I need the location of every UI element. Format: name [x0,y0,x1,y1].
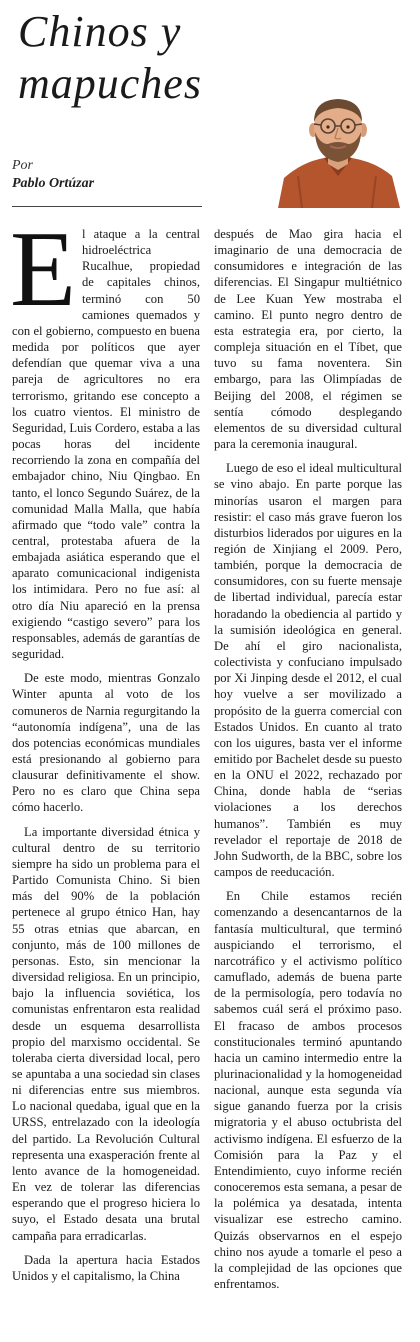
article-title [18,6,202,110]
paragraph-text: l ataque a la central hidroeléctrica Rucalhue, propiedad de capitales chinos, terminó con 50 camiones quemados y con el gobierno, compuesto en buena medida por políticos que ayer defendían que quemar viva a una pareja de agricultores no era terrorismo, gritando ese concepto a los cuatro vientos. El ministro de Seguridad, Luis Cordero, estaba a las pocas horas del incidente recorriendo la zona en compañía del embajador chino, Niu Qingbao. En tanto, el lonco Segundo Suárez, de la comunidad Malla Malla, que había afirmado que “todo vale” contra la central, protestaba afuera de la embajada asiática esperando que el aparato comunicacional indigenista los intimidara. Pero no fue así: al otro día Niu apareció en la prensa exigiendo “castigo severo” para los responsables, además de garantías de seguridad. [12,227,200,662]
author-name: Pablo Ortúzar [12,176,95,191]
paragraph: Dada la apertura hacia Estados Unidos y el capitalismo, la China [12,1252,200,1283]
article-column-1 [10,210,200,1284]
drop-cap: E [10,210,76,329]
author-portrait [268,96,408,208]
paragraph: La importante diversidad étnica y cultural dentro de su territorio siempre ha sido un problema para el Partido Comunista Chino. Si bien más del 90% de la población pertenece al grupo étnico Han, hay 55 otras etnias que abarcan, en conjunto, más de 100 millones de personas. Esto, sin mencionar la diversidad religiosa. En un principio, bajo la influencia soviética, los comunistas enfrentaron esta realidad desde un esquema desarrollista propio del marxismo occidental. Se toleraba cierta diversidad local, pero se apuntaba a una sociedad sin clases ni diferencias entre sus miembros. Lo nacional quedaba, igual que en la URSS, entrelazado con la ideología del partido. La Revolución Cultural representa una exasperación frente al lento avance de la homogeneidad. En vez de tolerar las diferencias esperando que el progreso hiciera lo suyo, el Estado desata una brutal campaña para erradicarlas. [12,824,200,1243]
title-line-2: mapuches [18,59,202,108]
title-line-1: Chinos y [18,7,182,56]
paragraph: En Chile estamos recién comenzando a desencantarnos de la fantasía multicultural, que terminó auspiciando el terrorismo, el narcotráfico y el activismo político camuflado, además de buena parte de la permisología, pero todavía no sabemos cuál será el próximo paso. El fracaso de ambos procesos constitucionales terminó apuntando hacia un camino intermedio entre la plurinacionalidad y la homogeneidad nacional, aunque esta segunda vía sigue ganando fuerza por la crisis migratoria y el abuso octubrista del activismo indígena. El esfuerzo de la Comisión para la Paz y el Entendimiento, cuyo informe recién conoceremos esta semana, a pesar de la polémica ya desatada, intenta visualizar ese estrecho camino. Quizás observarnos en el espejo chino nos ayude a tomarle el peso a la complejidad de las opciones que enfrentamos. [214,889,402,1291]
paragraph: después de Mao gira hacia el imaginario de una democracia de consumidores e integración de las diferencias. El Singapur multiétnico de Lee Kuan Yew mostraba el camino. El punto negro dentro de esta estrategia era, por cierto, la compleja situación en el Tíbet, que tuvo su fama noventera. Sin embargo, para las Olimpíadas de Beijing del 2008, el régimen se sentía cómodo desplegando elementos de su diversidad cultural para la ceremonia inaugural. [214,227,402,452]
byline-prefix: Por [12,158,33,173]
author-portrait-illustration [268,96,408,208]
paragraph: De este modo, mientras Gonzalo Winter apunta al voto de los comuneros de Narnia regurgitando la “autonomía indígena”, una de las dos potencias económicas mundiales está presionando al gobierno para clausurar definitivamente el show. Pero no es claro que China sepa cómo hacerlo. [12,671,200,815]
article-column-2 [214,226,402,1292]
byline-divider [12,206,202,207]
paragraph: Luego de eso el ideal multicultural se vino abajo. En parte porque las minorías usaron el margen para resistir: el caso más grave fueron los disturbios liderados por uigures en la región de Xinjiang el 2009. Pero, también, porque la democracia de consumidores, con su fuerte mensaje de libertad individual, parecía estar horadando la obediencia al partido y la sumisión ideológica en general. De ahí el giro nacionalista, colectivista y confuciano impulsado por Xi Jinping desde el 2012, el cual hoy vuelve a ser movilizado a propósito de la guerra comercial con Estados Unidos. En cuanto al trato con los uigures, basta ver el informe emitido por Bachelet desde su puesto en la ONU el 2022, rechazado por China, donde habla de “serias violaciones a los derechos humanos”. También es muy revelador el reportaje de 2018 de John Sudworth, de la BBC, sobre los campos de reeducación. [214,461,402,880]
paragraph [10,210,200,662]
